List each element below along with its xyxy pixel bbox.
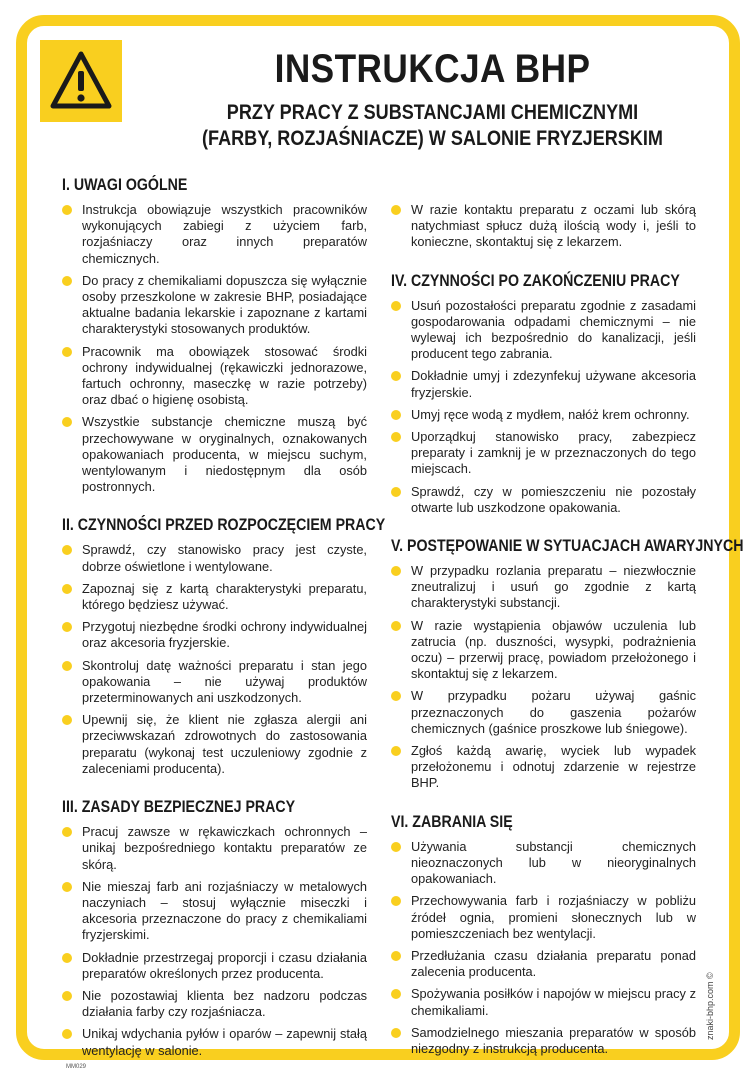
list-item — [62, 712, 367, 777]
list-item — [391, 368, 696, 400]
sign-code: MM029 — [66, 1064, 87, 1070]
section-heading: VI. ZABRANIA SIĘ — [391, 812, 513, 831]
item-text: Skontroluj datę ważności preparatu i stan jego opakowania – nie używaj produktów przeterminowanych ani uszkodzonych. — [82, 657, 367, 706]
bullet-icon — [391, 410, 401, 420]
item-text: Zapoznaj się z kartą charakterystyki preparatu, którego będziesz używać. — [82, 580, 367, 613]
warning-sign-box — [40, 40, 122, 122]
left-column — [62, 175, 386, 1065]
section-list — [391, 839, 696, 1057]
bullet-icon — [391, 896, 401, 906]
warning-triangle-icon — [49, 49, 113, 113]
list-item — [62, 542, 367, 574]
list-item — [62, 414, 367, 495]
bullet-icon — [62, 347, 72, 357]
item-text: W przypadku pożaru używaj gaśnic przeznaczonych do gaszenia pożarów chemicznych (gaśnice proszkowe lub śniegowe). — [411, 688, 696, 736]
section-heading: V. POSTĘPOWANIE W SYTUACJACH AWARYJNYCH — [391, 537, 744, 556]
list-item — [62, 202, 367, 267]
item-text: W razie wystąpienia objawów uczulenia lub zatrucia (np. duszności, wysypki, podrażnienia oczu) – przerwij pracę, powiadom przełożonego i skontaktuj się z lekarzem. — [411, 617, 696, 682]
bullet-icon — [62, 584, 72, 594]
list-item — [391, 563, 696, 612]
item-text: Instrukcja obowiązuje wszystkich pracowników wykonujących zabiegi z użyciem farb, rozjaśniaczy oraz innych preparatów chemicznych. — [82, 202, 367, 266]
item-text: W razie kontaktu preparatu z oczami lub skórą natychmiast spłucz dużą ilością wody i, jeśli to konieczne, skontaktuj się z lekarzem. — [411, 202, 696, 250]
list-item — [391, 688, 696, 737]
list-item — [62, 344, 367, 409]
section-safe-work-rules — [62, 797, 367, 1059]
bullet-icon — [391, 432, 401, 442]
bullet-icon — [62, 827, 72, 837]
item-text: Usuń pozostałości preparatu zgodnie z zasadami gospodarowania odpadami chemicznymi – nie wylewaj ich bezpośrednio do kanalizacji, jeśli producent tego zabrania. — [411, 297, 696, 362]
section-list-continued — [391, 202, 696, 251]
item-text: Spożywania posiłków i napojów w miejscu pracy z chemikaliami. — [411, 986, 696, 1018]
list-item — [391, 986, 696, 1018]
list-item — [62, 824, 367, 873]
item-text: Przygotuj niezbędne środki ochrony indywidualnej oraz akcesoria fryzjerskie. — [82, 619, 367, 651]
bullet-icon — [391, 691, 401, 701]
list-item — [391, 948, 696, 980]
item-text: Upewnij się, że klient nie zgłasza alergii ani przeciwwskazań zdrowotnych do zastosowania preparatu (wykonaj test uczuleniowy zgodnie z zaleceniami producenta). — [82, 712, 367, 776]
bullet-icon — [62, 953, 72, 963]
list-item — [391, 407, 696, 423]
item-text: Nie pozostawiaj klienta bez nadzoru podczas działania farby czy rozjaśniacza. — [82, 987, 367, 1020]
item-text: Dokładnie przestrzegaj proporcji i czasu działania preparatów określonych przez producenta. — [82, 949, 367, 981]
bullet-icon — [62, 545, 72, 555]
list-item — [62, 1026, 367, 1058]
bullet-icon — [391, 842, 401, 852]
bullet-icon — [62, 276, 72, 286]
list-item — [391, 618, 696, 683]
item-text: Umyj ręce wodą z mydłem, nałóż krem ochronny. — [411, 406, 690, 422]
bullet-icon — [391, 951, 401, 961]
list-item — [391, 202, 696, 251]
bullet-icon — [391, 1028, 401, 1038]
copyright-note: znaki-bhp.com © — [705, 972, 715, 1040]
item-text: Sprawdź, czy w pomieszczeniu nie pozostały otwarte lub uszkodzone opakowania. — [411, 483, 696, 515]
section-heading: IV. CZYNNOŚCI PO ZAKOŃCZENIU PRACY — [391, 271, 680, 290]
item-text: Uporządkuj stanowisko pracy, zabezpiecz preparaty i zamknij je w przeznaczonych do tego miejscach. — [411, 429, 696, 477]
item-text: Przedłużania czasu działania preparatu ponad zalecenia producenta. — [411, 947, 696, 980]
item-text: Używania substancji chemicznych nieoznaczonych lub w nieoryginalnych opakowaniach. — [411, 838, 696, 887]
list-item — [391, 839, 696, 888]
item-text: Dokładnie umyj i zdezynfekuj używane akcesoria fryzjerskie. — [411, 368, 696, 400]
list-item — [391, 893, 696, 942]
item-text: Zgłoś każdą awarię, wyciek lub wypadek przełożonemu i odnotuj zdarzenie w rejestrze BHP. — [411, 743, 696, 791]
item-text: Pracownik ma obowiązek stosować środki ochrony indywidualnej (rękawiczki jednorazowe, fartuch ochronny, maseczkę w razie potrzeby) oraz dbać o higienę osobistą. — [82, 343, 367, 408]
page-title: INSTRUKCJA BHP — [274, 47, 591, 91]
list-item — [391, 1025, 696, 1057]
bullet-icon — [391, 989, 401, 999]
section-heading: II. CZYNNOŚCI PRZED ROZPOCZĘCIEM PRACY — [62, 516, 386, 535]
section-list — [391, 563, 696, 792]
bullet-icon — [62, 1029, 72, 1039]
bullet-icon — [62, 715, 72, 725]
bullet-icon — [391, 746, 401, 756]
list-item — [391, 484, 696, 516]
subtitle-line-2: (FARBY, ROZJAŚNIACZE) W SALONIE FRYZJERSKIM — [202, 127, 663, 150]
item-text: W przypadku rozlania preparatu – niezwłocznie zneutralizuj i usuń go zgodnie z kartą charakterystyki substancji. — [411, 563, 696, 611]
section-heading: III. ZASADY BEZPIECZNEJ PRACY — [62, 798, 296, 817]
list-item — [62, 950, 367, 982]
list-item — [391, 298, 696, 363]
section-emergency-procedures — [391, 536, 744, 792]
list-item — [391, 743, 696, 792]
bullet-icon — [391, 205, 401, 215]
list-item — [62, 273, 367, 338]
bullet-icon — [62, 622, 72, 632]
list-item — [62, 619, 367, 651]
item-text: Sprawdź, czy stanowisko pracy jest czyste, dobrze oświetlone i wentylowane. — [82, 542, 367, 574]
page-subtitle — [172, 100, 692, 152]
item-text: Pracuj zawsze w rękawiczkach ochronnych – unikaj bezpośredniego kontaktu preparatów ze skórą. — [82, 824, 367, 872]
bullet-icon — [62, 882, 72, 892]
item-text: Nie mieszaj farb ani rozjaśniaczy w metalowych naczyniach – stosuj wyłącznie miseczki i akcesoria przeznaczone do pracy z chemikaliami fryzjerskimi. — [82, 878, 367, 943]
item-text: Wszystkie substancje chemiczne muszą być przechowywane w oryginalnych, oznakowanych opakowaniach producenta, w miejscu suchym, wentylowanym i niedostępnym dla osób postronnych. — [82, 414, 367, 495]
list-item — [391, 429, 696, 478]
section-list — [62, 824, 367, 1059]
section-prohibitions — [391, 812, 696, 1057]
list-item — [62, 581, 367, 613]
section-after-work — [391, 271, 696, 516]
list-item — [62, 879, 367, 944]
bullet-icon — [62, 417, 72, 427]
subtitle-line-1: PRZY PRACY Z SUBSTANCJAMI CHEMICZNYMI — [226, 101, 639, 124]
section-general-remarks — [62, 175, 367, 495]
section-heading: I. UWAGI OGÓLNE — [62, 176, 188, 194]
item-text: Przechowywania farb i rozjaśniaczy w pobliżu źródeł ognia, promieni słonecznych lub w pomieszczeniach bez wentylacji. — [411, 893, 696, 941]
item-text: Samodzielnego mieszania preparatów w sposób niezgodny z instrukcją producenta. — [411, 1024, 696, 1056]
item-text: Do pracy z chemikaliami dopuszcza się wyłącznie osoby przeszkolone w zakresie BHP, posiadające aktualne badania lekarskie i zapoznane z kartami charakterystyki stosowanych produktów. — [82, 272, 367, 337]
section-list — [62, 202, 367, 495]
bullet-icon — [391, 371, 401, 381]
bullet-icon — [391, 301, 401, 311]
bullet-icon — [391, 566, 401, 576]
section-before-work — [62, 515, 386, 777]
bullet-icon — [391, 621, 401, 631]
bullet-icon — [391, 487, 401, 497]
section-list — [391, 298, 696, 516]
bullet-icon — [62, 661, 72, 671]
item-text: Unikaj wdychania pyłów i oparów – zapewnij stałą wentylację w salonie. — [82, 1026, 367, 1058]
list-item — [62, 658, 367, 707]
section-list — [62, 542, 367, 777]
list-item — [62, 988, 367, 1020]
bullet-icon — [62, 205, 72, 215]
bullet-icon — [62, 991, 72, 1001]
